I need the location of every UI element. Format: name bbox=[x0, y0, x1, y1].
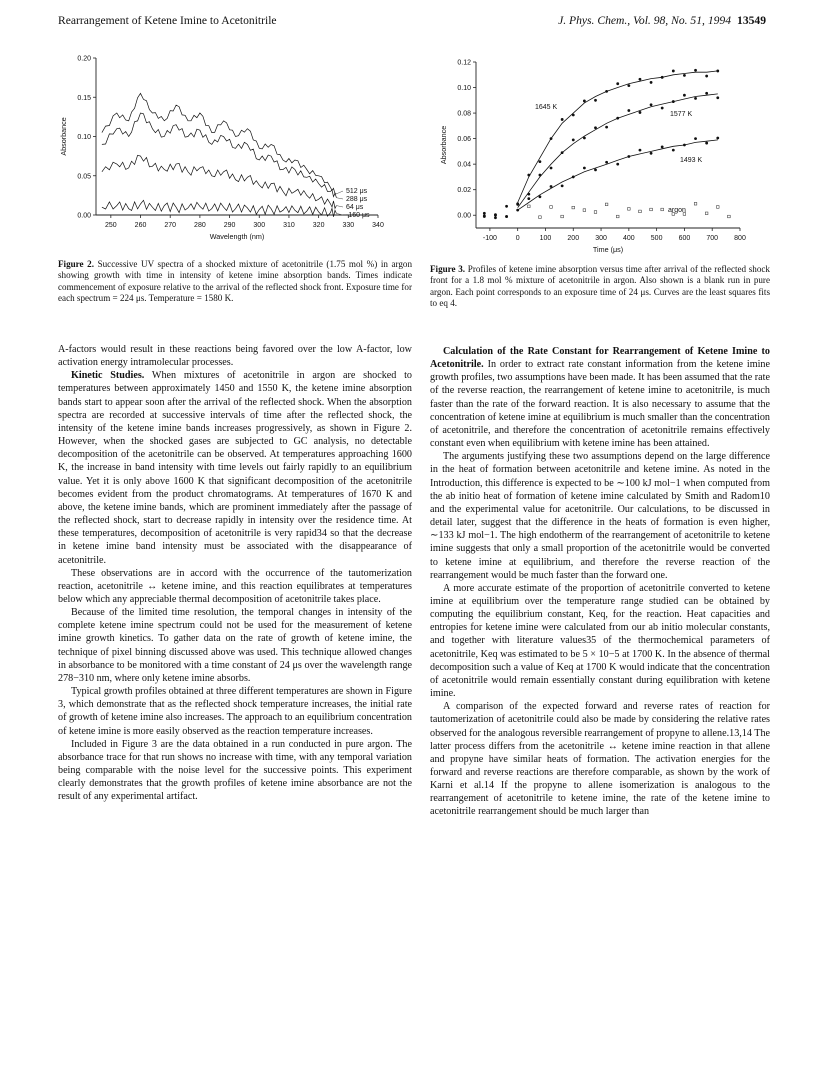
data-point bbox=[694, 69, 697, 72]
paragraph-text: The arguments justifying these two assumptions depend on the large difference in the heat of formation between acetonitrile and ketene imine. As noted in the Introduction, this difference is expected to be ∼100 kJ mol−1 when computed from the ab initio heat of formation of ketene imine calculated by Smith and Radom10 and the experimental value for acetonitrile. Our calculations, to be discussed in detail later, suggest that the difference in the heats of formation is even higher, ∼133 kJ mol−1. The high endotherm of the rearrangement of acetonitrile to ketene imine suggests that only a small proportion of the acetonitrile would be converted to ketene imine at equilibrium, and therefore the reverse reaction of the rearrangement would be much faster than the forward one. bbox=[430, 451, 770, 581]
data-point bbox=[605, 126, 608, 129]
series-label: 1493 K bbox=[680, 157, 703, 164]
plot-frame bbox=[96, 58, 378, 215]
fit-curve bbox=[518, 140, 718, 210]
series-label: 288 μs bbox=[346, 196, 368, 203]
data-point bbox=[516, 202, 519, 205]
data-point bbox=[683, 144, 686, 147]
data-point bbox=[550, 137, 553, 140]
spectrum-line bbox=[102, 200, 337, 217]
fit-curve bbox=[518, 71, 718, 203]
data-point bbox=[583, 100, 586, 103]
x-tick-label: 320 bbox=[312, 222, 325, 229]
data-point bbox=[527, 197, 530, 200]
journal-citation: J. Phys. Chem., Vol. 98, No. 51, 1994 bbox=[558, 14, 732, 27]
paragraph bbox=[58, 738, 412, 804]
paragraph bbox=[58, 343, 412, 369]
x-tick-label: 500 bbox=[650, 235, 663, 242]
x-tick-label: 800 bbox=[734, 235, 746, 242]
paragraph bbox=[430, 582, 770, 700]
data-point bbox=[527, 174, 530, 177]
data-point bbox=[672, 70, 675, 73]
series-label: 1577 K bbox=[670, 111, 693, 118]
data-point bbox=[694, 202, 697, 205]
y-tick-label: 0.05 bbox=[77, 173, 91, 181]
data-point bbox=[594, 211, 597, 214]
data-point bbox=[605, 90, 608, 93]
data-point bbox=[483, 214, 486, 217]
y-tick-label: 0.00 bbox=[457, 212, 471, 220]
data-point bbox=[572, 138, 575, 141]
data-point bbox=[650, 103, 653, 106]
x-tick-label: 280 bbox=[194, 222, 206, 229]
y-tick-label: 0.00 bbox=[77, 212, 91, 220]
data-point bbox=[639, 78, 642, 81]
figure-3-caption-label: Figure 3. bbox=[430, 264, 466, 274]
data-point bbox=[694, 137, 697, 140]
figure-2-chart bbox=[58, 50, 412, 256]
data-point bbox=[639, 149, 642, 152]
paragraph-text: Because of the limited time resolution, the temporal changes in intensity of the complete ketene imine spectrum could not be used for the measurement of ketene imine growth kinetics. To gather data on the rate of growth of ketene imine, the technique of pixel binning discussed above was used. This technique allowed changes in absorbance to be monitored with a time constant of 24 μs over the wavelength range 278−310 nm, where only ketene imine absorbs. bbox=[58, 607, 412, 684]
data-point bbox=[516, 209, 519, 212]
data-point bbox=[716, 137, 719, 140]
section-heading: Kinetic Studies. bbox=[71, 370, 145, 382]
left-text-column bbox=[58, 343, 412, 803]
y-tick-label: 0.15 bbox=[77, 94, 91, 102]
paragraph-text: A more accurate estimate of the proportion of acetonitrile converted to ketene imine at equilibrium over the temperature range studied can be obtained by computing the equilibrium constant, Keq, for the reaction. Heat capacities and entropies for ketene imine were calculated from our ab initio molecular constants, and together with literature values35 of the thermochemical parameters of acetonitrile, Keq was estimated to be 5 × 10−5 at 1700 K. In the absence of thermal decomposition such a value of Keq at 1700 K would indicate that the concentration of acetonitrile would remain essentially constant during equilibration with ketene imine. bbox=[430, 582, 770, 700]
data-point bbox=[616, 215, 619, 218]
data-point bbox=[705, 142, 708, 145]
data-point bbox=[616, 117, 619, 120]
data-point bbox=[650, 81, 653, 84]
data-point bbox=[483, 212, 486, 215]
data-point bbox=[572, 114, 575, 117]
y-tick-label: 0.12 bbox=[457, 59, 471, 67]
data-point bbox=[627, 84, 630, 87]
paragraph bbox=[430, 700, 770, 818]
data-point bbox=[594, 99, 597, 102]
data-point bbox=[594, 126, 597, 129]
data-point bbox=[683, 94, 686, 97]
x-tick-label: 100 bbox=[539, 235, 552, 242]
data-point bbox=[583, 137, 586, 140]
data-point bbox=[639, 210, 642, 213]
section-heading: Calculation of the Rate Constant for Rearrangement of Ketene Imine to Acetonitrile. bbox=[430, 346, 770, 371]
x-tick-label: 0 bbox=[515, 235, 520, 242]
data-point bbox=[505, 215, 508, 218]
data-point bbox=[550, 206, 553, 209]
y-tick-label: 0.08 bbox=[457, 110, 471, 118]
data-point bbox=[528, 205, 531, 208]
paragraph bbox=[58, 567, 412, 606]
y-tick-label: 0.10 bbox=[77, 134, 91, 141]
spectrum-line bbox=[102, 155, 337, 208]
data-point bbox=[683, 74, 686, 77]
data-point bbox=[494, 216, 497, 219]
data-point bbox=[550, 185, 553, 188]
figure-2-caption-text: Successive UV spectra of a shocked mixture of acetonitrile (1.75 mol %) in argon showing growth with time in intensity of ketene imine absorption bands. Times indicate commencement of exposure relative to the arrival of the reflected shock front. Exposure time for each spectrum = 224 μs. Temperature = 1580 K. bbox=[58, 259, 412, 303]
paragraph-text: These observations are in accord with the occurrence of the tautomerization reaction, acetonitrile ↔ ketene imine, and this reaction equilibrates at temperatures below which any appreciable thermal decomposition of acetonitrile takes place. bbox=[58, 567, 412, 605]
data-point bbox=[628, 208, 631, 211]
data-point bbox=[661, 107, 664, 110]
paragraph bbox=[430, 345, 770, 450]
paragraph-text: Included in Figure 3 are the data obtained in a run conducted in pure argon. The absorbance trace for that run shows no increase with time, with any temporal variation being comparable with the noise level for the successive points. This experiment clearly demonstrates that the growth profiles of ketene imine absorbance are not the result of any experimental artifact. bbox=[58, 738, 412, 803]
series-leader bbox=[336, 198, 343, 199]
series-label: 1645 K bbox=[535, 104, 558, 111]
paragraph-text: A-factors would result in these reactions being favored over the low A-factor, low activation energy intramolecular processes. bbox=[58, 344, 412, 369]
running-header-journal bbox=[558, 14, 766, 27]
running-header-title: Rearrangement of Ketene Imine to Acetonitrile bbox=[58, 14, 277, 27]
data-point bbox=[694, 97, 697, 100]
data-point bbox=[616, 163, 619, 166]
spectrum-line bbox=[102, 113, 337, 198]
data-point bbox=[605, 161, 608, 164]
data-point bbox=[639, 111, 642, 114]
data-point bbox=[594, 169, 597, 172]
data-point bbox=[583, 209, 586, 212]
data-point bbox=[627, 155, 630, 158]
data-point bbox=[561, 184, 564, 187]
data-point bbox=[616, 82, 619, 85]
paragraph-text: Typical growth profiles obtained at three different temperatures are shown in Figure 3, which demonstrate that as the reflected shock temperature increases, the initial rate of growth of ketene imine also increases. The approach to an equilibrium concentration of ketene imine is more easily observed as the reaction temperature increases. bbox=[58, 686, 412, 737]
data-point bbox=[494, 213, 497, 216]
figure-2-caption-label: Figure 2. bbox=[58, 259, 94, 269]
y-tick-label: 0.20 bbox=[77, 55, 91, 63]
data-point bbox=[572, 206, 575, 209]
x-tick-label: 340 bbox=[372, 222, 384, 229]
x-tick-label: 400 bbox=[622, 235, 635, 242]
x-tick-label: 200 bbox=[567, 235, 580, 242]
data-point bbox=[550, 167, 553, 170]
series-label: 512 μs bbox=[346, 188, 368, 195]
data-point bbox=[561, 215, 564, 218]
data-point bbox=[561, 151, 564, 154]
paragraph-text: When mixtures of acetonitrile in argon are shocked to temperatures between approximately 1450 and 1550 K, the ketene imine absorption bands start to appear soon after the arrival of the reflected shock. When the absorption spectra are recorded at successive intervals of time after the reflected shock, the intensity of the ketene imine bands increases progressively, as shown in Figure 2. However, when the shocked gases are subjected to GC analysis, no detectable decomposition of the acetonitrile can be observed. At temperatures approaching 1600 K, the increase in band intensity with time levels out fairly rapidly to an equilibrium value. Yet it is only above 1600 K that significant decomposition of the acetonitrile becomes evident from the product chromatograms. At temperatures of 1670 K and above, the ketene imine bands, which are prominent immediately after the passage of the reflected shock, start to decrease rapidly in intensity over the residence time. At these temperatures, decomposition of acetonitrile is very rapid34 so that the decrease in ketene imine band intensity must be associated with the disappearance of acetonitrile. bbox=[58, 370, 412, 566]
data-point bbox=[661, 146, 664, 149]
spectrum-line bbox=[102, 93, 337, 194]
y-tick-label: 0.04 bbox=[457, 161, 471, 169]
y-tick-label: 0.06 bbox=[457, 136, 471, 144]
series-leader bbox=[336, 191, 343, 194]
data-point bbox=[728, 215, 731, 218]
data-point bbox=[539, 216, 542, 219]
data-point bbox=[650, 208, 653, 211]
data-point bbox=[705, 212, 708, 215]
paragraph-text: A comparison of the expected forward and reverse rates of reaction for tautomerization of acetonitrile could also be made by considering the relative rates observed for the analogous reversible rearrangement of propyne to allene.13,14 The latter process differs from the acetonitrile ↔ ketene imine reaction in that allene and propyne have similar heats of formation. The activation energies for the forward and reverse reactions are therefore comparable, as shown by the work of Karni et al.14 If the propyne to allene isomerization is analogous to the rearrangement of acetonitrile to ketene imine, the rate of the ketene imine to acetonitrile rearrangement should be much larger than bbox=[430, 701, 770, 818]
data-point bbox=[627, 109, 630, 112]
x-tick-label: 290 bbox=[223, 222, 236, 229]
data-point bbox=[539, 174, 542, 177]
paragraph bbox=[58, 685, 412, 738]
data-point bbox=[527, 193, 530, 196]
data-point bbox=[650, 152, 653, 155]
x-tick-label: 250 bbox=[104, 222, 117, 229]
x-tick-label: 300 bbox=[595, 235, 607, 242]
data-point bbox=[583, 167, 586, 170]
series-label: -160 μs bbox=[346, 212, 370, 219]
y-tick-label: 0.02 bbox=[457, 187, 471, 195]
series-label: argon bbox=[668, 207, 686, 214]
paragraph-text: In order to extract rate constant information from the ketene imine growth profiles, two assumptions have been made. It has been assumed that the rate of the reverse reaction, the rearrangement of ketene imine to acetonitrile, is much faster than the rate of the forward reaction. It is also necessary to assume that the concentration of ketene imine at equilibrium is much smaller than the concentration of acetonitrile, and therefore the concentration of acetonitrile remains effectively constant even when equilibrium with ketene imine has been attained. bbox=[430, 359, 770, 450]
data-point bbox=[716, 206, 719, 209]
series-leader bbox=[336, 206, 343, 207]
y-tick-label: 0.10 bbox=[457, 85, 471, 93]
x-tick-label: 260 bbox=[134, 222, 147, 229]
data-point bbox=[561, 118, 564, 121]
x-tick-label: 330 bbox=[342, 222, 355, 229]
data-point bbox=[705, 92, 708, 95]
data-point bbox=[539, 195, 542, 198]
page-number: 13549 bbox=[737, 14, 766, 27]
data-point bbox=[716, 96, 719, 99]
data-point bbox=[705, 75, 708, 78]
series-label: 64 μs bbox=[346, 204, 364, 211]
data-point bbox=[716, 70, 719, 73]
figure-2-caption bbox=[58, 259, 412, 304]
paragraph bbox=[58, 369, 412, 566]
y-axis-label: Absorbance bbox=[59, 117, 68, 156]
x-tick-label: 310 bbox=[283, 222, 295, 229]
x-tick-label: 300 bbox=[253, 222, 266, 229]
x-axis-label: Time (μs) bbox=[592, 245, 624, 254]
data-point bbox=[572, 176, 575, 179]
y-axis-label: Absorbance bbox=[439, 125, 448, 165]
data-point bbox=[605, 203, 608, 206]
figure-3-caption-text: Profiles of ketene imine absorption versus time after arrival of the reflected shock front for a 1.8 mol % mixture of acetonitrile in argon. Also shown is a blank run in pure argon. Each point corresponds to an exposure time of 24 μs. Curves are the least squares fits to eq 4. bbox=[430, 264, 770, 308]
data-point bbox=[661, 76, 664, 79]
data-point bbox=[672, 149, 675, 152]
data-point bbox=[505, 205, 508, 208]
x-tick-label: -100 bbox=[482, 235, 497, 242]
x-axis-label: Wavelength (nm) bbox=[209, 232, 265, 241]
paragraph bbox=[430, 450, 770, 582]
x-tick-label: 700 bbox=[706, 235, 719, 242]
data-point bbox=[539, 160, 542, 163]
data-point bbox=[661, 208, 664, 211]
paragraph bbox=[58, 606, 412, 685]
figure-3-chart bbox=[430, 52, 770, 258]
x-tick-label: 270 bbox=[164, 222, 177, 229]
data-point bbox=[672, 100, 675, 103]
figure-3-caption bbox=[430, 264, 770, 309]
x-tick-label: 600 bbox=[678, 235, 691, 242]
right-text-column bbox=[430, 345, 770, 819]
